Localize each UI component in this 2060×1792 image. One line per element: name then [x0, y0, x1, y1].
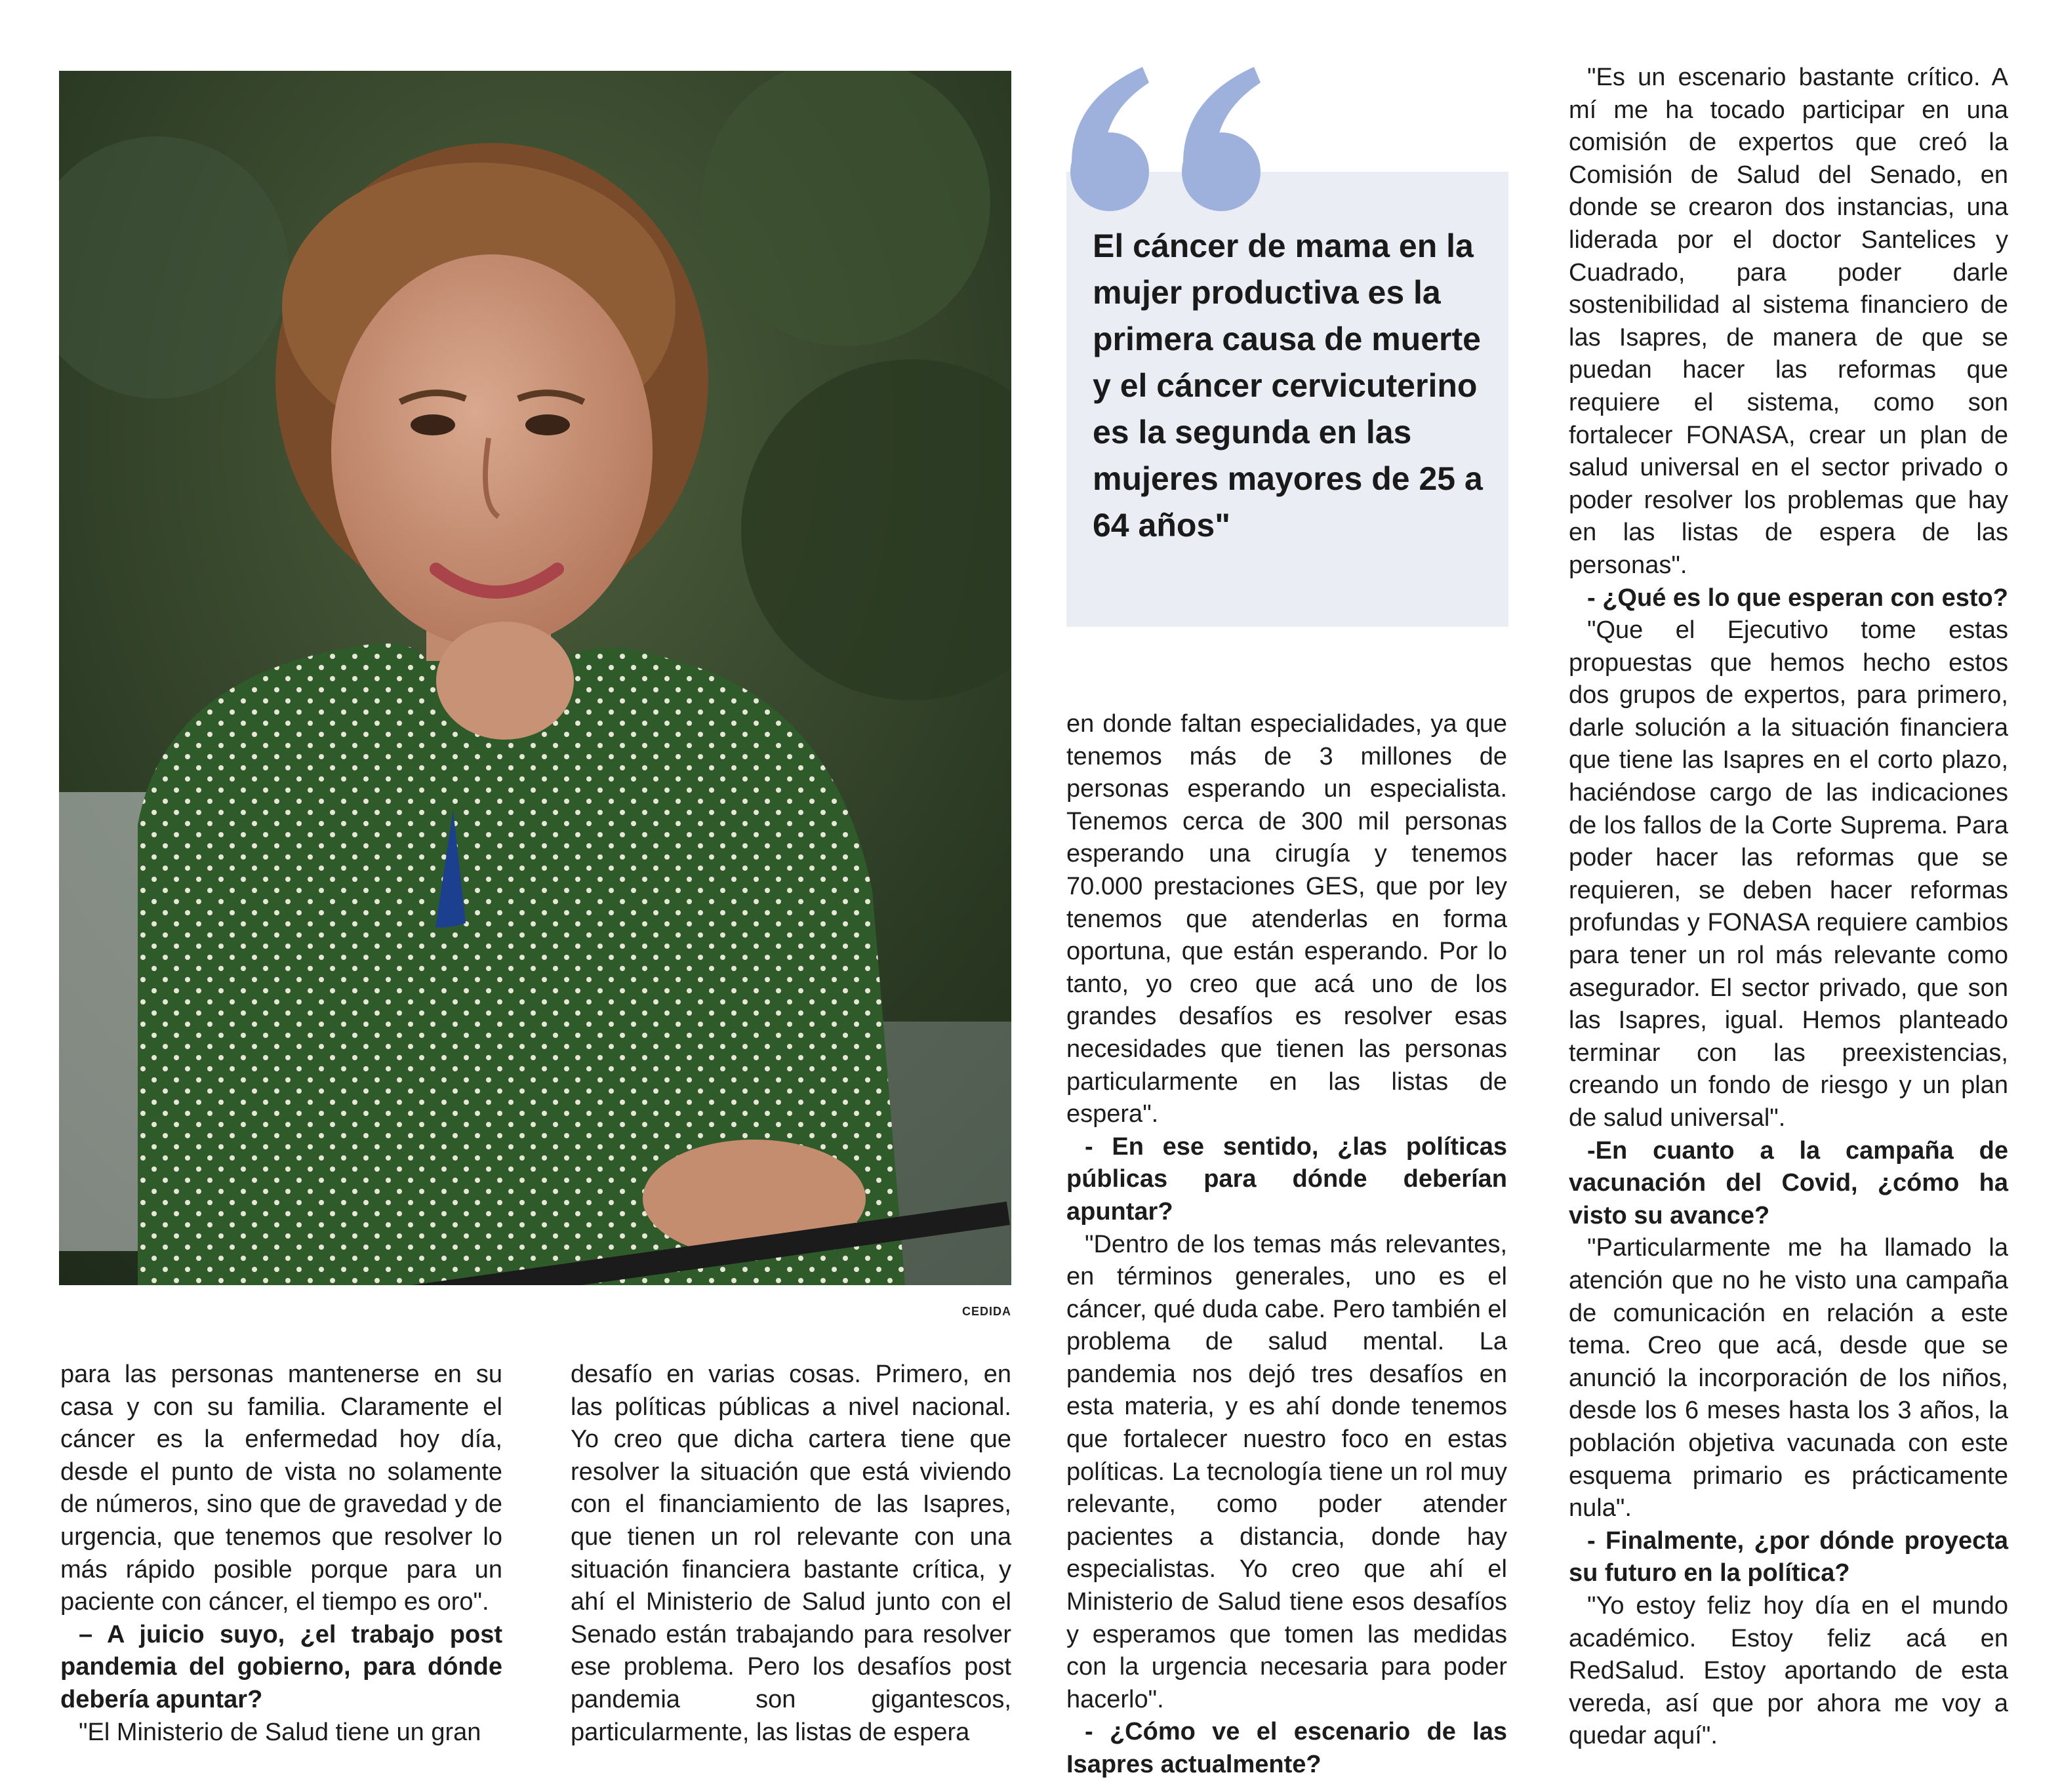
portrait-photo — [59, 71, 1011, 1285]
quote-mark-icon — [1057, 60, 1280, 218]
portrait-illustration — [59, 71, 1011, 1285]
interview-question: – A juicio suyo, ¿el trabajo post pandemia del gobierno, para dónde debería apuntar? — [60, 1620, 502, 1713]
interview-question: - ¿Qué es lo que esperan con esto? — [1587, 584, 2008, 612]
paragraph: desafío en varias cosas. Primero, en las políticas públicas a nivel nacional. Yo creo que dicha cartera tiene que resolver la situación que está viviendo con el financiamiento de las Isapres, que tienen un rol relevante con una situación financiera bastante crítica, y ahí el Ministerio de Salud junto con el Senado están trabajando para resolver ese problema. Pero los desafíos post pandemia son gigantescos, particularmente, las listas de espera — [571, 1361, 1011, 1746]
paragraph: "El Ministerio de Salud tiene un gran — [79, 1718, 481, 1746]
interview-question: -En cuanto a la campaña de vacunación del Covid, ¿cómo ha visto su avance? — [1569, 1136, 2008, 1229]
article-column-2 — [571, 1359, 1011, 1749]
interview-question: - Finalmente, ¿por dónde proyecta su futuro en la política? — [1569, 1526, 2008, 1587]
paragraph: "Que el Ejecutivo tome estas propuestas que hemos hecho estos dos grupos de expertos, para primero, darle solución a la situación financiera que tiene las Isapres en el corto plazo, haciéndose cargo de las indicaciones de los fallos de la Corte Suprema. Para poder hacer las reformas que se requieren, se deben hacer reformas profundas y FONASA requiere cambios para tener un rol más relevante como asegurador. El sector privado, que son las Isapres, igual. Hemos planteado terminar con las preexistencias, creando un fondo de riesgo y un plan de salud universal". — [1569, 616, 2008, 1132]
article-column-1 — [60, 1359, 502, 1749]
paragraph: "Es un escenario bastante crítico. A mí me ha tocado participar en una comisión de expertos que creó la Comisión de Salud del Senado, en donde se crearon dos instancias, una liderada por el doctor Santelices y Cuadrado, para poder darle sostenibilidad al sistema financiero de las Isapres, de manera de que se puedan hacer las reformas que requiere el sistema, como son fortalecer FONASA, crear un plan de salud universal en el sector privado o poder resolver los problemas que hay en las listas de espera de las personas". — [1569, 64, 2008, 579]
paragraph: "Yo estoy feliz hoy día en el mundo académico. Estoy feliz acá en RedSalud. Estoy aportando de esta vereda, así que por ahora me voy a quedar aquí". — [1569, 1591, 2008, 1750]
interview-question: - ¿Cómo ve el escenario de las Isapres actualmente? — [1066, 1718, 1507, 1778]
paragraph: en donde faltan especialidades, ya que tenemos más de 3 millones de personas esperando un especialista. Tenemos cerca de 300 mil personas esperando una cirugía y tenemos 70.000 prestaciones GES, que por ley tenemos que atenderlas en forma oportuna, que están esperando. Por lo tanto, yo creo que acá uno de los grandes desafíos es resolver esas necesidades que tienen las personas particularmente en las listas de espera". — [1066, 710, 1507, 1128]
paragraph: "Particularmente me ha llamado la atención que no he visto una campaña de comunicación en relación a este tema. Creo que acá, desde que se anunció la incorporación de los niños, desde los 6 meses hasta los 3 años, la población objetiva vacunada con este esquema primario es prácticamente nula". — [1569, 1234, 2008, 1523]
interview-question: - En ese sentido, ¿las políticas públicas para dónde deberían apuntar? — [1066, 1132, 1507, 1225]
article-column-3 — [1066, 708, 1507, 1782]
photo-credit: CEDIDA — [961, 1305, 1011, 1318]
paragraph: para las personas mantenerse en su casa y con su familia. Claramente el cáncer es la enfermedad hoy día, desde el punto de vista no solamente de números, sino que de gravedad y de urgencia, que tenemos que resolver lo más rápido posible porque para un paciente con cáncer, el tiempo es oro". — [60, 1361, 502, 1616]
article-column-4 — [1569, 62, 2008, 1753]
paragraph: "Dentro de los temas más relevantes, en términos generales, uno es el cáncer, qué duda cabe. Pero también el problema de salud mental. La pandemia nos dejó tres desafíos en esta materia, y es ahí donde tenemos que fortalecer nuestro foco en estas políticas. La tecnología tiene un rol muy relevante, como poder atender pacientes a distancia, donde hay especialistas. Yo creo que ahí el Ministerio de Salud tiene esos desafíos y esperamos que tomen las medidas con la urgencia necesaria para poder hacerlo". — [1066, 1230, 1507, 1713]
pull-quote-text: El cáncer de mama en la mujer productiva es la primera causa de muerte y el cáncer cervicuterino es la segunda en las mujeres mayores de 25 a 64 años" — [1093, 228, 1483, 544]
